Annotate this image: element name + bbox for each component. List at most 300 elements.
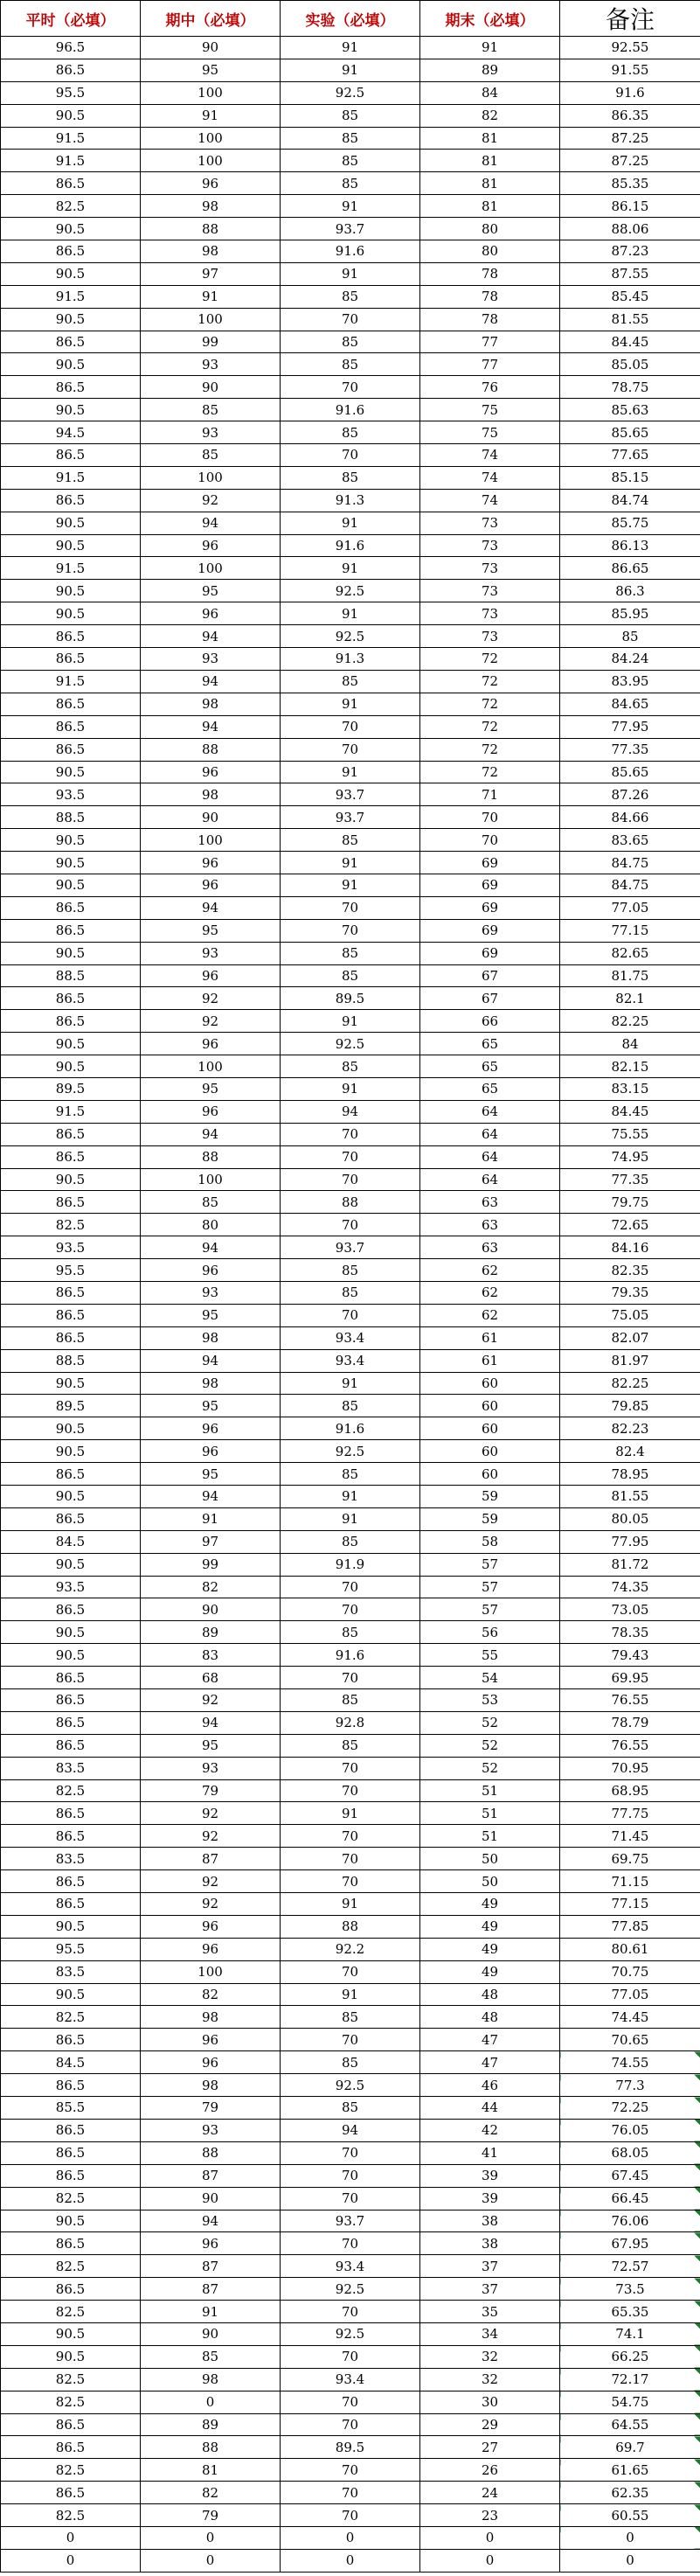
cell-final[interactable]: 73: [420, 580, 560, 602]
cell-final[interactable]: 32: [420, 2368, 560, 2391]
cell-midterm[interactable]: 79: [141, 1779, 281, 1802]
cell-note[interactable]: 87.25: [560, 150, 700, 172]
cell-final[interactable]: 52: [420, 1757, 560, 1779]
cell-regular[interactable]: 83.5: [1, 1757, 141, 1779]
cell-regular[interactable]: 90.5: [1, 218, 141, 240]
cell-note[interactable]: 84.66: [560, 806, 700, 829]
cell-midterm[interactable]: 90: [141, 376, 281, 399]
cell-regular[interactable]: 86.5: [1, 1463, 141, 1486]
cell-regular[interactable]: 95.5: [1, 1259, 141, 1282]
cell-midterm[interactable]: 88: [141, 2141, 281, 2164]
cell-lab[interactable]: 91: [281, 852, 420, 874]
cell-regular[interactable]: 86.5: [1, 2141, 141, 2164]
cell-final[interactable]: 65: [420, 1033, 560, 1055]
cell-midterm[interactable]: 96: [141, 1938, 281, 1960]
cell-final[interactable]: 62: [420, 1281, 560, 1304]
cell-lab[interactable]: 85: [281, 1055, 420, 1078]
cell-regular[interactable]: 86.5: [1, 2074, 141, 2097]
cell-regular[interactable]: 86.5: [1, 1191, 141, 1214]
cell-final[interactable]: 73: [420, 512, 560, 534]
cell-final[interactable]: 80: [420, 240, 560, 263]
cell-final[interactable]: 64: [420, 1100, 560, 1123]
cell-regular[interactable]: 90.5: [1, 1983, 141, 2006]
cell-midterm[interactable]: 91: [141, 104, 281, 127]
cell-lab[interactable]: 70: [281, 308, 420, 331]
cell-final[interactable]: 72: [420, 715, 560, 738]
cell-regular[interactable]: 86.5: [1, 2436, 141, 2459]
cell-lab[interactable]: 91: [281, 512, 420, 534]
cell-note[interactable]: 77.75: [560, 1802, 700, 1825]
cell-note[interactable]: 86.3: [560, 580, 700, 602]
cell-midterm[interactable]: 90: [141, 2187, 281, 2210]
cell-final[interactable]: 60: [420, 1395, 560, 1417]
cell-midterm[interactable]: 87: [141, 2255, 281, 2278]
cell-regular[interactable]: 90.5: [1, 2345, 141, 2368]
cell-lab[interactable]: 93.7: [281, 783, 420, 806]
cell-note[interactable]: 91.55: [560, 59, 700, 81]
cell-midterm[interactable]: 88: [141, 1145, 281, 1168]
cell-lab[interactable]: 85: [281, 1281, 420, 1304]
cell-note[interactable]: 70.75: [560, 1960, 700, 1983]
cell-note[interactable]: 81.55: [560, 1486, 700, 1508]
cell-note[interactable]: 71.15: [560, 1870, 700, 1893]
cell-note[interactable]: 88.06: [560, 218, 700, 240]
cell-lab[interactable]: 70: [281, 1123, 420, 1145]
cell-regular[interactable]: 91.5: [1, 150, 141, 172]
cell-regular[interactable]: 86.5: [1, 1711, 141, 1734]
cell-regular[interactable]: 82.5: [1, 2459, 141, 2482]
cell-note[interactable]: 87.26: [560, 783, 700, 806]
cell-lab[interactable]: 93.7: [281, 1236, 420, 1259]
cell-final[interactable]: 75: [420, 421, 560, 444]
cell-final[interactable]: 50: [420, 1848, 560, 1870]
cell-regular[interactable]: 86.5: [1, 376, 141, 399]
cell-note[interactable]: 79.75: [560, 1191, 700, 1214]
cell-final[interactable]: 51: [420, 1825, 560, 1848]
cell-regular[interactable]: 86.5: [1, 240, 141, 263]
cell-regular[interactable]: 86.5: [1, 1281, 141, 1304]
cell-note[interactable]: 86.35: [560, 104, 700, 127]
cell-lab[interactable]: 91: [281, 262, 420, 285]
cell-regular[interactable]: 86.5: [1, 489, 141, 512]
header-regular[interactable]: 平时（必填）: [1, 1, 141, 37]
cell-final[interactable]: 78: [420, 308, 560, 331]
cell-note[interactable]: 78.79: [560, 1711, 700, 1734]
cell-lab[interactable]: 92.5: [281, 1033, 420, 1055]
cell-final[interactable]: 64: [420, 1145, 560, 1168]
cell-regular[interactable]: 90.5: [1, 852, 141, 874]
cell-midterm[interactable]: 96: [141, 1440, 281, 1463]
cell-note[interactable]: 76.06: [560, 2210, 700, 2232]
cell-regular[interactable]: 89.5: [1, 1395, 141, 1417]
cell-regular[interactable]: 90.5: [1, 308, 141, 331]
cell-final[interactable]: 59: [420, 1507, 560, 1530]
cell-midterm[interactable]: 100: [141, 1055, 281, 1078]
cell-regular[interactable]: 90.5: [1, 829, 141, 852]
cell-lab[interactable]: 70: [281, 1825, 420, 1848]
cell-regular[interactable]: 86.5: [1, 2413, 141, 2436]
cell-midterm[interactable]: 95: [141, 1304, 281, 1326]
cell-note[interactable]: 85.45: [560, 285, 700, 308]
cell-regular[interactable]: 86.5: [1, 1123, 141, 1145]
cell-midterm[interactable]: 95: [141, 919, 281, 942]
cell-final[interactable]: 23: [420, 2504, 560, 2527]
cell-final[interactable]: 63: [420, 1191, 560, 1214]
cell-midterm[interactable]: 98: [141, 2074, 281, 2097]
cell-midterm[interactable]: 96: [141, 852, 281, 874]
cell-note[interactable]: 74.55: [560, 2051, 700, 2074]
cell-regular[interactable]: 91.5: [1, 127, 141, 150]
cell-regular[interactable]: 88.5: [1, 806, 141, 829]
cell-regular[interactable]: 86.5: [1, 1667, 141, 1689]
cell-final[interactable]: 49: [420, 1893, 560, 1916]
cell-final[interactable]: 69: [420, 942, 560, 964]
cell-note[interactable]: 74.45: [560, 2006, 700, 2029]
cell-lab[interactable]: 0: [281, 2526, 420, 2549]
cell-note[interactable]: 78.35: [560, 1621, 700, 1644]
cell-note[interactable]: 76.55: [560, 1734, 700, 1757]
cell-final[interactable]: 54: [420, 1667, 560, 1689]
cell-note[interactable]: 71.45: [560, 1825, 700, 1848]
cell-final[interactable]: 26: [420, 2459, 560, 2482]
cell-lab[interactable]: 91.6: [281, 1644, 420, 1667]
cell-regular[interactable]: 86.5: [1, 444, 141, 467]
cell-midterm[interactable]: 92: [141, 489, 281, 512]
cell-regular[interactable]: 90.5: [1, 1621, 141, 1644]
cell-lab[interactable]: 70: [281, 2459, 420, 2482]
cell-midterm[interactable]: 94: [141, 625, 281, 648]
cell-regular[interactable]: 86.5: [1, 2029, 141, 2051]
cell-lab[interactable]: 91: [281, 1486, 420, 1508]
cell-lab[interactable]: 91: [281, 761, 420, 783]
cell-midterm[interactable]: 100: [141, 557, 281, 580]
cell-final[interactable]: 57: [420, 1598, 560, 1621]
cell-regular[interactable]: 86.5: [1, 1734, 141, 1757]
cell-lab[interactable]: 70: [281, 376, 420, 399]
cell-midterm[interactable]: 93: [141, 648, 281, 671]
cell-lab[interactable]: 70: [281, 1848, 420, 1870]
cell-final[interactable]: 47: [420, 2051, 560, 2074]
cell-regular[interactable]: 95.5: [1, 1938, 141, 1960]
cell-midterm[interactable]: 100: [141, 127, 281, 150]
cell-regular[interactable]: 0: [1, 2549, 141, 2572]
cell-lab[interactable]: 70: [281, 2232, 420, 2255]
cell-midterm[interactable]: 91: [141, 285, 281, 308]
cell-lab[interactable]: 91: [281, 1372, 420, 1395]
cell-note[interactable]: 69.7: [560, 2436, 700, 2459]
cell-regular[interactable]: 90.5: [1, 1553, 141, 1576]
cell-lab[interactable]: 70: [281, 1870, 420, 1893]
cell-note[interactable]: 54.75: [560, 2391, 700, 2413]
cell-note[interactable]: 77.15: [560, 919, 700, 942]
cell-midterm[interactable]: 87: [141, 1848, 281, 1870]
cell-regular[interactable]: 86.5: [1, 715, 141, 738]
cell-final[interactable]: 50: [420, 1870, 560, 1893]
cell-midterm[interactable]: 87: [141, 2164, 281, 2187]
cell-regular[interactable]: 83.5: [1, 1848, 141, 1870]
cell-midterm[interactable]: 88: [141, 738, 281, 761]
cell-midterm[interactable]: 100: [141, 81, 281, 104]
cell-midterm[interactable]: 98: [141, 693, 281, 715]
cell-note[interactable]: 72.65: [560, 1214, 700, 1236]
cell-midterm[interactable]: 93: [141, 1757, 281, 1779]
cell-regular[interactable]: 83.5: [1, 1960, 141, 1983]
cell-midterm[interactable]: 0: [141, 2526, 281, 2549]
cell-lab[interactable]: 91: [281, 874, 420, 896]
cell-midterm[interactable]: 90: [141, 2322, 281, 2345]
cell-note[interactable]: 61.65: [560, 2459, 700, 2482]
cell-note[interactable]: 78.95: [560, 1463, 700, 1486]
cell-lab[interactable]: 92.5: [281, 2278, 420, 2301]
cell-regular[interactable]: 91.5: [1, 557, 141, 580]
cell-note[interactable]: 85.75: [560, 512, 700, 534]
cell-regular[interactable]: 94.5: [1, 421, 141, 444]
cell-midterm[interactable]: 96: [141, 172, 281, 195]
cell-regular[interactable]: 82.5: [1, 1214, 141, 1236]
cell-note[interactable]: 78.75: [560, 376, 700, 399]
cell-regular[interactable]: 82.5: [1, 2301, 141, 2323]
cell-final[interactable]: 37: [420, 2255, 560, 2278]
cell-note[interactable]: 84.75: [560, 874, 700, 896]
cell-lab[interactable]: 92.5: [281, 580, 420, 602]
cell-lab[interactable]: 85: [281, 150, 420, 172]
cell-regular[interactable]: 86.5: [1, 1870, 141, 1893]
cell-regular[interactable]: 86.5: [1, 2119, 141, 2141]
cell-lab[interactable]: 70: [281, 1667, 420, 1689]
cell-final[interactable]: 57: [420, 1576, 560, 1598]
cell-lab[interactable]: 70: [281, 2345, 420, 2368]
cell-lab[interactable]: 70: [281, 1168, 420, 1191]
cell-midterm[interactable]: 96: [141, 1100, 281, 1123]
cell-final[interactable]: 69: [420, 874, 560, 896]
cell-note[interactable]: 73.05: [560, 1598, 700, 1621]
cell-final[interactable]: 72: [420, 761, 560, 783]
cell-final[interactable]: 0: [420, 2526, 560, 2549]
cell-note[interactable]: 72.57: [560, 2255, 700, 2278]
cell-final[interactable]: 30: [420, 2391, 560, 2413]
cell-midterm[interactable]: 92: [141, 1825, 281, 1848]
cell-midterm[interactable]: 94: [141, 1123, 281, 1145]
cell-lab[interactable]: 92.5: [281, 2322, 420, 2345]
cell-regular[interactable]: 86.5: [1, 1893, 141, 1916]
cell-lab[interactable]: 85: [281, 1621, 420, 1644]
cell-final[interactable]: 52: [420, 1734, 560, 1757]
cell-midterm[interactable]: 98: [141, 2368, 281, 2391]
cell-note[interactable]: 82.35: [560, 1259, 700, 1282]
cell-lab[interactable]: 85: [281, 331, 420, 353]
cell-final[interactable]: 89: [420, 59, 560, 81]
cell-midterm[interactable]: 97: [141, 1530, 281, 1553]
cell-midterm[interactable]: 95: [141, 1395, 281, 1417]
cell-regular[interactable]: 86.5: [1, 1010, 141, 1033]
cell-final[interactable]: 65: [420, 1055, 560, 1078]
cell-final[interactable]: 55: [420, 1644, 560, 1667]
cell-regular[interactable]: 86.5: [1, 1507, 141, 1530]
cell-regular[interactable]: 82.5: [1, 2187, 141, 2210]
cell-midterm[interactable]: 95: [141, 1077, 281, 1100]
cell-midterm[interactable]: 89: [141, 1621, 281, 1644]
cell-final[interactable]: 78: [420, 285, 560, 308]
cell-final[interactable]: 51: [420, 1779, 560, 1802]
cell-lab[interactable]: 70: [281, 444, 420, 467]
cell-lab[interactable]: 70: [281, 896, 420, 919]
cell-regular[interactable]: 89.5: [1, 1077, 141, 1100]
cell-regular[interactable]: 91.5: [1, 1100, 141, 1123]
cell-midterm[interactable]: 98: [141, 1326, 281, 1349]
cell-midterm[interactable]: 96: [141, 2029, 281, 2051]
cell-lab[interactable]: 70: [281, 2164, 420, 2187]
cell-lab[interactable]: 89.5: [281, 2436, 420, 2459]
cell-lab[interactable]: 91: [281, 1077, 420, 1100]
cell-final[interactable]: 61: [420, 1349, 560, 1372]
cell-midterm[interactable]: 79: [141, 2504, 281, 2527]
cell-note[interactable]: 65.35: [560, 2301, 700, 2323]
cell-lab[interactable]: 70: [281, 2504, 420, 2527]
cell-final[interactable]: 60: [420, 1440, 560, 1463]
cell-lab[interactable]: 91.6: [281, 1417, 420, 1440]
cell-lab[interactable]: 85: [281, 670, 420, 693]
cell-final[interactable]: 69: [420, 896, 560, 919]
cell-final[interactable]: 60: [420, 1417, 560, 1440]
cell-final[interactable]: 39: [420, 2164, 560, 2187]
cell-lab[interactable]: 85: [281, 285, 420, 308]
cell-lab[interactable]: 93.4: [281, 2368, 420, 2391]
cell-note[interactable]: 92.55: [560, 37, 700, 59]
cell-midterm[interactable]: 93: [141, 942, 281, 964]
cell-midterm[interactable]: 100: [141, 1168, 281, 1191]
cell-regular[interactable]: 86.5: [1, 1598, 141, 1621]
cell-regular[interactable]: 86.5: [1, 693, 141, 715]
cell-note[interactable]: 80.61: [560, 1938, 700, 1960]
cell-regular[interactable]: 90.5: [1, 1644, 141, 1667]
cell-midterm[interactable]: 92: [141, 1802, 281, 1825]
cell-note[interactable]: 83.65: [560, 829, 700, 852]
cell-regular[interactable]: 91.5: [1, 670, 141, 693]
cell-midterm[interactable]: 85: [141, 399, 281, 421]
cell-final[interactable]: 42: [420, 2119, 560, 2141]
cell-note[interactable]: 84.65: [560, 693, 700, 715]
cell-midterm[interactable]: 94: [141, 896, 281, 919]
cell-regular[interactable]: 90.5: [1, 602, 141, 625]
cell-final[interactable]: 80: [420, 218, 560, 240]
cell-final[interactable]: 46: [420, 2074, 560, 2097]
cell-midterm[interactable]: 0: [141, 2391, 281, 2413]
cell-final[interactable]: 57: [420, 1553, 560, 1576]
cell-midterm[interactable]: 96: [141, 2232, 281, 2255]
cell-final[interactable]: 32: [420, 2345, 560, 2368]
cell-note[interactable]: 91.6: [560, 81, 700, 104]
cell-lab[interactable]: 91: [281, 557, 420, 580]
cell-final[interactable]: 60: [420, 1372, 560, 1395]
cell-midterm[interactable]: 96: [141, 1259, 281, 1282]
cell-final[interactable]: 49: [420, 1938, 560, 1960]
cell-midterm[interactable]: 93: [141, 353, 281, 376]
cell-lab[interactable]: 70: [281, 1304, 420, 1326]
cell-lab[interactable]: 88: [281, 1915, 420, 1938]
cell-note[interactable]: 85.65: [560, 761, 700, 783]
cell-lab[interactable]: 93.7: [281, 218, 420, 240]
cell-regular[interactable]: 88.5: [1, 1349, 141, 1372]
cell-final[interactable]: 65: [420, 1077, 560, 1100]
cell-regular[interactable]: 90.5: [1, 1168, 141, 1191]
cell-final[interactable]: 73: [420, 602, 560, 625]
cell-midterm[interactable]: 99: [141, 1553, 281, 1576]
cell-final[interactable]: 69: [420, 919, 560, 942]
cell-midterm[interactable]: 89: [141, 2413, 281, 2436]
cell-lab[interactable]: 93.7: [281, 806, 420, 829]
cell-final[interactable]: 51: [420, 1802, 560, 1825]
cell-final[interactable]: 59: [420, 1486, 560, 1508]
cell-regular[interactable]: 82.5: [1, 2006, 141, 2029]
cell-final[interactable]: 29: [420, 2413, 560, 2436]
cell-midterm[interactable]: 94: [141, 670, 281, 693]
cell-midterm[interactable]: 96: [141, 874, 281, 896]
cell-note[interactable]: 80.05: [560, 1507, 700, 1530]
cell-note[interactable]: 62.35: [560, 2482, 700, 2504]
cell-final[interactable]: 70: [420, 829, 560, 852]
cell-note[interactable]: 83.15: [560, 1077, 700, 1100]
cell-regular[interactable]: 86.5: [1, 1825, 141, 1848]
cell-midterm[interactable]: 96: [141, 1417, 281, 1440]
cell-lab[interactable]: 92.5: [281, 81, 420, 104]
cell-regular[interactable]: 90.5: [1, 1372, 141, 1395]
cell-final[interactable]: 47: [420, 2029, 560, 2051]
cell-final[interactable]: 76: [420, 376, 560, 399]
cell-midterm[interactable]: 82: [141, 1576, 281, 1598]
cell-lab[interactable]: 91: [281, 1802, 420, 1825]
cell-regular[interactable]: 82.5: [1, 2504, 141, 2527]
cell-midterm[interactable]: 96: [141, 761, 281, 783]
cell-note[interactable]: 84: [560, 1033, 700, 1055]
cell-note[interactable]: 77.85: [560, 1915, 700, 1938]
cell-midterm[interactable]: 91: [141, 2301, 281, 2323]
cell-note[interactable]: 85.15: [560, 466, 700, 489]
cell-final[interactable]: 61: [420, 1326, 560, 1349]
cell-lab[interactable]: 91: [281, 1507, 420, 1530]
cell-note[interactable]: 84.74: [560, 489, 700, 512]
cell-midterm[interactable]: 98: [141, 2006, 281, 2029]
cell-final[interactable]: 62: [420, 1304, 560, 1326]
cell-midterm[interactable]: 96: [141, 964, 281, 987]
cell-final[interactable]: 24: [420, 2482, 560, 2504]
cell-regular[interactable]: 90.5: [1, 2210, 141, 2232]
cell-midterm[interactable]: 88: [141, 218, 281, 240]
cell-note[interactable]: 77.65: [560, 444, 700, 467]
cell-note[interactable]: 74.1: [560, 2322, 700, 2345]
cell-final[interactable]: 38: [420, 2210, 560, 2232]
cell-note[interactable]: 84.45: [560, 1100, 700, 1123]
cell-final[interactable]: 56: [420, 1621, 560, 1644]
cell-lab[interactable]: 70: [281, 1960, 420, 1983]
cell-final[interactable]: 72: [420, 670, 560, 693]
cell-note[interactable]: 0: [560, 2549, 700, 2572]
cell-note[interactable]: 84.24: [560, 648, 700, 671]
cell-midterm[interactable]: 87: [141, 2278, 281, 2301]
cell-lab[interactable]: 91: [281, 59, 420, 81]
cell-lab[interactable]: 93.4: [281, 2255, 420, 2278]
cell-note[interactable]: 77.35: [560, 1168, 700, 1191]
cell-lab[interactable]: 91.6: [281, 240, 420, 263]
cell-final[interactable]: 58: [420, 1530, 560, 1553]
cell-regular[interactable]: 90.5: [1, 942, 141, 964]
cell-note[interactable]: 82.23: [560, 1417, 700, 1440]
cell-midterm[interactable]: 96: [141, 1033, 281, 1055]
cell-regular[interactable]: 86.5: [1, 1326, 141, 1349]
cell-regular[interactable]: 86.5: [1, 59, 141, 81]
cell-final[interactable]: 81: [420, 127, 560, 150]
cell-final[interactable]: 41: [420, 2141, 560, 2164]
cell-midterm[interactable]: 98: [141, 240, 281, 263]
